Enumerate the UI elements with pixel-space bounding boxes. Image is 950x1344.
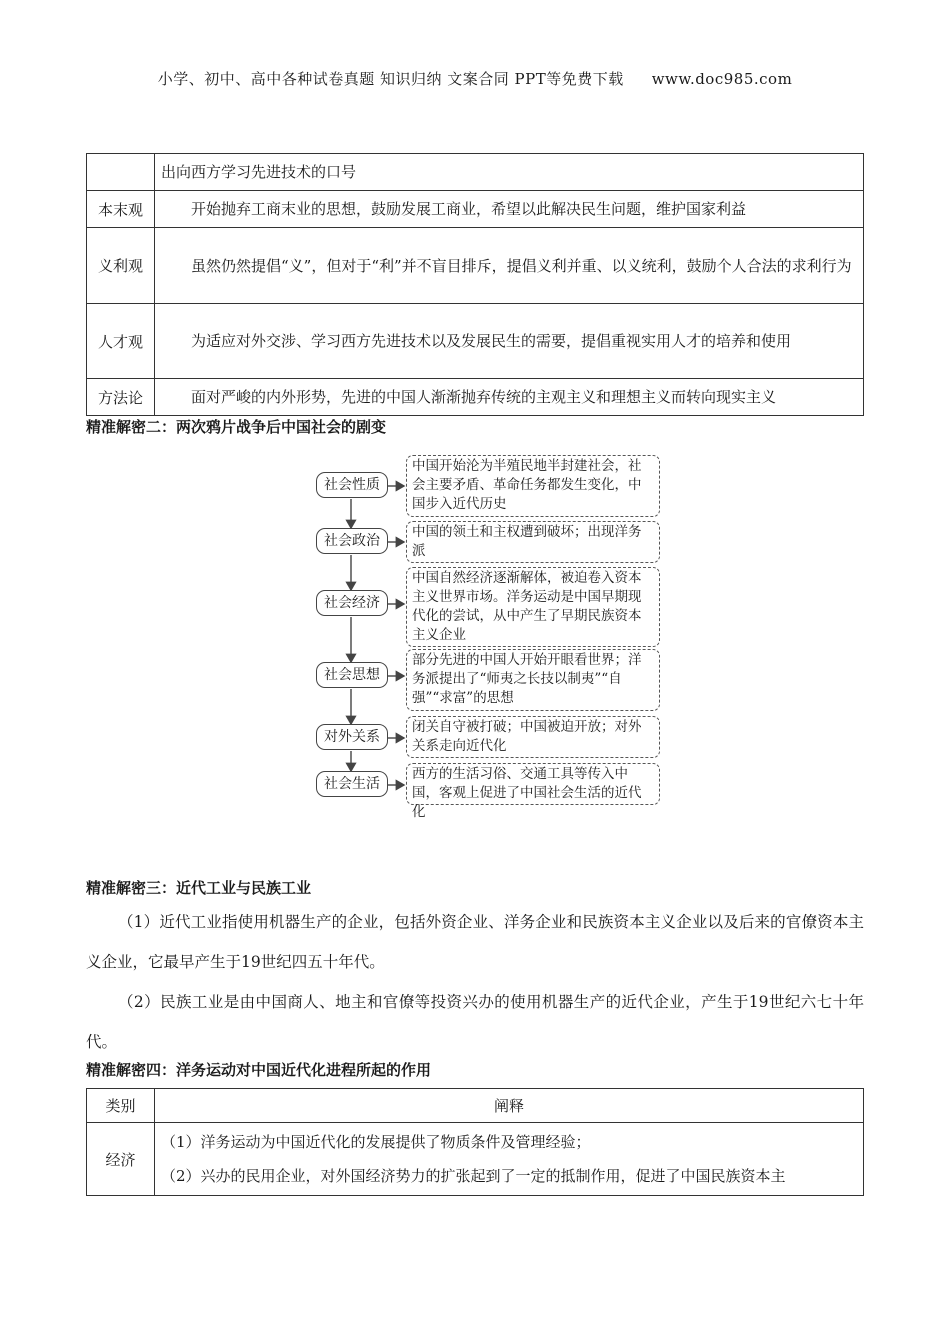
node-social-politics: 社会政治 — [316, 528, 388, 554]
note-social-thought: 部分先进的中国人开始开眼看世界；洋务派提出了“师夷之长技以制夷”“自强”“求富”的思想 — [406, 649, 660, 711]
table-row — [87, 1123, 864, 1196]
concepts-table — [86, 153, 864, 416]
row-label: 人才观 — [87, 304, 155, 379]
section-title-4: 精准解密四：洋务运动对中国近代化进程所起的作用 — [86, 1061, 432, 1079]
row-text: 虽然仍然提倡“义”，但对于“利”并不盲目排斥，提倡义利并重、以义统利，鼓励个人合法的求利行为 — [191, 256, 852, 275]
note-foreign-relations: 闭关自守被打破；中国被迫开放；对外关系走向近代化 — [406, 716, 660, 758]
row-text: 为适应对外交涉、学习西方先进技术以及发展民生的需要，提倡重视实用人才的培养和使用 — [191, 332, 792, 350]
header-explanation: 阐释 — [155, 1089, 864, 1123]
node-foreign-relations: 对外关系 — [316, 724, 388, 750]
row-label — [87, 154, 155, 191]
table-row — [87, 304, 864, 379]
table-header-row — [87, 1089, 864, 1123]
row-label: 义利观 — [87, 228, 155, 304]
flow-diagram — [300, 448, 680, 818]
row-label: 本末观 — [87, 191, 155, 228]
note-social-nature: 中国开始沦为半殖民地半封建社会，社会主要矛盾、革命任务都发生变化，中国步入近代历史 — [406, 455, 660, 517]
node-social-life: 社会生活 — [316, 771, 388, 797]
note-social-life: 西方的生活习俗、交通工具等传入中国，客观上促进了中国社会生活的近代化 — [406, 763, 660, 805]
row-label: 经济 — [87, 1123, 155, 1196]
table-row — [87, 228, 864, 304]
note-social-politics: 中国的领土和主权遭到破坏；出现洋务派 — [406, 521, 660, 563]
header-category: 类别 — [87, 1089, 155, 1123]
table-row — [87, 191, 864, 228]
section-title-3: 精准解密三：近代工业与民族工业 — [86, 879, 312, 897]
row-text: 面对严峻的内外形势，先进的中国人渐渐抛弃传统的主观主义和理想主义而转向现实主义 — [191, 388, 777, 406]
row-text: 开始抛弃工商末业的思想，鼓励发展工商业，希望以此解决民生问题，维护国家利益 — [191, 200, 747, 218]
header-text: 小学、初中、高中各种试卷真题 知识归纳 文案合同 PPT等免费下载 — [157, 70, 624, 88]
row-line: （2）兴办的民用企业，对外国经济势力的扩张起到了一定的抵制作用，促进了中国民族资本主 — [161, 1167, 786, 1185]
row-line: （1）洋务运动为中国近代化的发展提供了物质条件及管理经验； — [161, 1133, 591, 1151]
node-social-nature: 社会性质 — [316, 472, 388, 498]
page-header — [0, 68, 950, 89]
note-social-economy: 中国自然经济逐渐解体，被迫卷入资本主义世界市场。洋务运动是中国早期现代化的尝试，从中产生了早期民族资本主义企业 — [406, 567, 660, 647]
row-label: 方法论 — [87, 379, 155, 416]
row-text: 出向西方学习先进技术的口号 — [155, 154, 864, 191]
paragraph-1: （1）近代工业指使用机器生产的企业，包括外资企业、洋务企业和民族资本主义企业以及后来的官僚资本主义企业，它最早产生于19世纪四五十年代。 — [86, 913, 864, 971]
table-row — [87, 379, 864, 416]
paragraph-2: （2）民族工业是由中国商人、地主和官僚等投资兴办的使用机器生产的近代企业，产生于19世纪六七十年代。 — [86, 993, 864, 1051]
section-title-2: 精准解密二：两次鸦片战争后中国社会的剧变 — [86, 418, 387, 436]
node-social-economy: 社会经济 — [316, 590, 388, 616]
table-row — [87, 154, 864, 191]
header-url[interactable]: www.doc985.com — [651, 70, 793, 88]
node-social-thought: 社会思想 — [316, 662, 388, 688]
westernization-table — [86, 1088, 864, 1196]
